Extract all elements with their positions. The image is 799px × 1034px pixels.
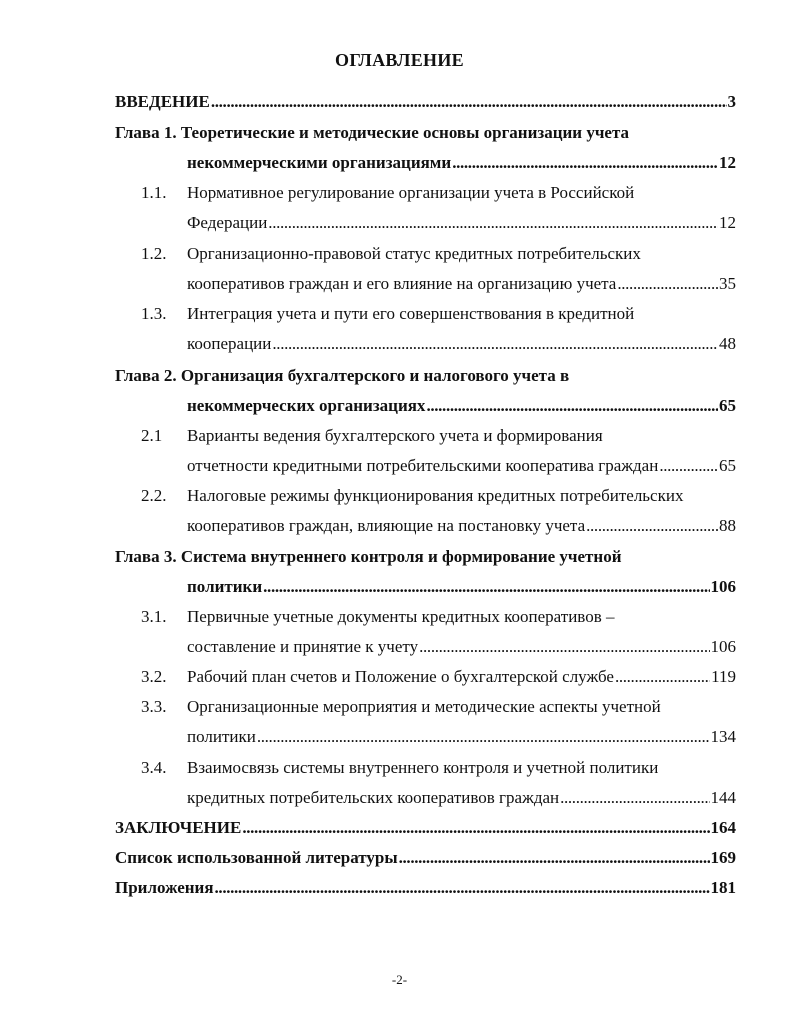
page-title: ОГЛАВЛЕНИЕ	[335, 50, 464, 70]
toc-entry-title: политики	[187, 577, 263, 596]
toc-section-number: 2.1	[141, 426, 163, 445]
toc-page-number: 164	[710, 818, 736, 837]
toc-section-2-2	[187, 514, 736, 538]
toc-page-number: 106	[710, 577, 736, 596]
toc-entry-title: Федерации	[187, 213, 268, 232]
toc-page-number: 144	[710, 788, 736, 807]
toc-chapter-2-title: Глава 2. Организация бухгалтерского и налогового учета в	[115, 366, 570, 385]
toc-page-number: 65	[719, 456, 736, 475]
toc-entry-intro	[115, 90, 736, 114]
toc-page-number: 119	[711, 667, 736, 686]
toc-section-number: 2.2.	[141, 486, 167, 505]
toc-page-number: 65	[719, 396, 736, 415]
toc-entry-title: ЗАКЛЮЧЕНИЕ	[115, 818, 242, 837]
toc-entry-title: кредитных потребительских кооперативов граждан	[187, 788, 560, 807]
leader-dots	[399, 846, 710, 870]
leader-dots	[617, 272, 718, 296]
toc-section-title: Организационные мероприятия и методические аспекты учетной	[187, 697, 661, 716]
toc-page-number: 134	[710, 727, 736, 746]
toc-section-1-3	[187, 332, 736, 356]
toc-page-number: 181	[710, 878, 736, 897]
toc-page-number: 12	[719, 213, 736, 232]
leader-dots	[272, 332, 718, 356]
toc-page-number: 169	[710, 848, 736, 867]
toc-section-title: Организационно-правовой статус кредитных потребительских	[187, 244, 641, 263]
toc-section-3-2	[187, 665, 736, 689]
leader-dots	[659, 454, 718, 478]
toc-page-number: 3	[727, 92, 736, 111]
toc-section-title: Нормативное регулирование организации учета в Российской	[187, 183, 635, 202]
toc-section-number: 1.2.	[141, 244, 167, 263]
toc-section-3-3	[187, 725, 736, 749]
toc-chapter-1-title: Глава 1. Теоретические и методические основы организации учета	[115, 123, 630, 142]
toc-chapter-3	[187, 575, 736, 599]
toc-section-title: Взаимосвязь системы внутреннего контроля и учетной политики	[187, 758, 659, 777]
toc-page-number: 12	[719, 153, 736, 172]
leader-dots	[560, 786, 709, 810]
toc-section-number: 3.4.	[141, 758, 167, 777]
toc-section-number: 3.2.	[141, 667, 167, 686]
toc-section-3-4	[187, 786, 736, 810]
toc-section-1-1	[187, 211, 736, 235]
toc-entry-title: кооперации	[187, 334, 272, 353]
toc-section-number: 3.3.	[141, 697, 167, 716]
toc-entry-title: некоммерческих организациях	[187, 396, 426, 415]
toc-entry-title: составление и принятие к учету	[187, 637, 419, 656]
toc-section-title: Интеграция учета и пути его совершенствования в кредитной	[187, 304, 635, 323]
toc-section-number: 1.1.	[141, 183, 167, 202]
leader-dots	[211, 90, 727, 114]
toc-entry-title: Список использованной литературы	[115, 848, 398, 867]
toc-chapter-3-title: Глава 3. Система внутреннего контроля и формирование учетной	[115, 547, 622, 566]
toc-entry-title: политики	[187, 727, 256, 746]
toc-section-title: Варианты ведения бухгалтерского учета и формирования	[187, 426, 603, 445]
leader-dots	[615, 665, 710, 689]
toc-page-number: 48	[719, 334, 736, 353]
leader-dots	[426, 394, 718, 418]
toc-section-title: Налоговые режимы функционирования кредитных потребительских	[187, 486, 684, 505]
toc-entry-title: кооперативов граждан, влияющие на постановку учета	[187, 516, 586, 535]
toc-page-number: 106	[710, 637, 736, 656]
toc-chapter-1	[187, 151, 736, 175]
toc-entry-title: ВВЕДЕНИЕ	[115, 92, 210, 111]
leader-dots	[268, 211, 718, 235]
toc-page-number: 88	[719, 516, 736, 535]
toc-chapter-2	[187, 394, 736, 418]
toc-entry-title: Приложения	[115, 878, 214, 897]
toc-entry-title: Рабочий план счетов и Положение о бухгалтерской службе	[187, 667, 614, 686]
toc-section-1-2	[187, 272, 736, 296]
leader-dots	[452, 151, 718, 175]
toc-entry-references	[115, 846, 736, 870]
leader-dots	[257, 725, 710, 749]
leader-dots	[419, 635, 709, 659]
toc-section-number: 1.3.	[141, 304, 167, 323]
page-number-footer: -2-	[391, 972, 408, 987]
leader-dots	[242, 816, 709, 840]
toc-entry-title: кооперативов граждан и его влияние на организацию учета	[187, 274, 617, 293]
leader-dots	[263, 575, 709, 599]
leader-dots	[215, 876, 710, 900]
toc-entry-conclusion	[115, 816, 736, 840]
leader-dots	[586, 514, 718, 538]
toc-entry-appendix	[115, 876, 736, 900]
toc-section-number: 3.1.	[141, 607, 167, 626]
toc-section-2-1	[187, 454, 736, 478]
toc-section-3-1	[187, 635, 736, 659]
toc-section-title: Первичные учетные документы кредитных кооперативов –	[187, 607, 615, 626]
toc-entry-title: некоммерческими организациями	[187, 153, 452, 172]
toc-page-number: 35	[719, 274, 736, 293]
toc-entry-title: отчетности кредитными потребительскими кооператива граждан	[187, 456, 659, 475]
